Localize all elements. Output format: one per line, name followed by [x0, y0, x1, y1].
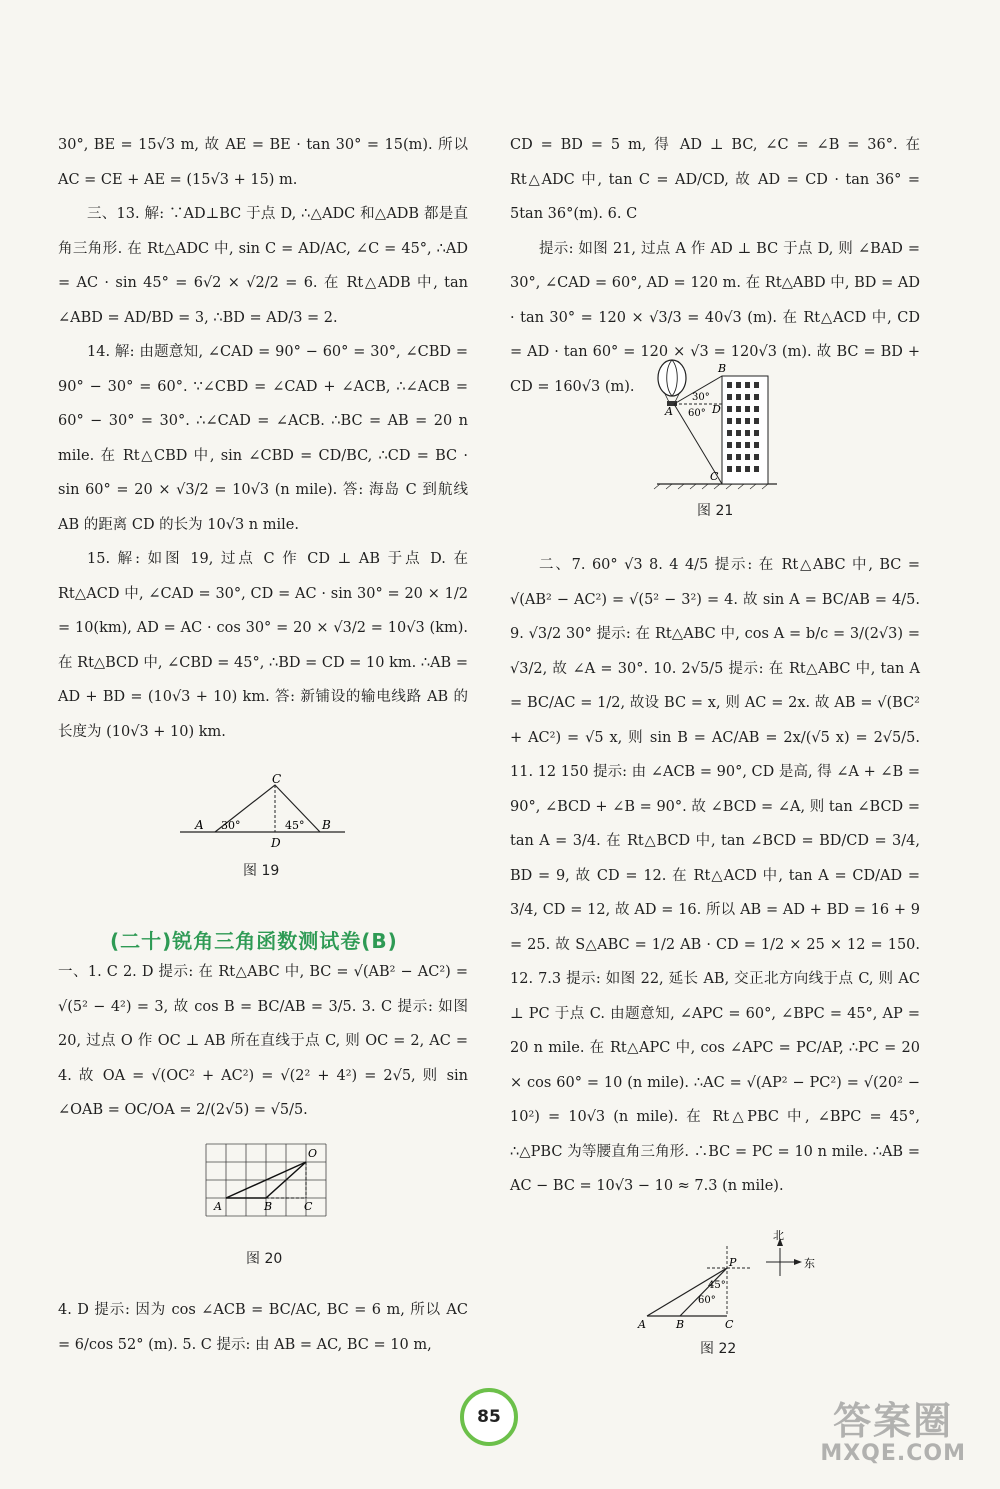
- fig22-caption: 图 22: [700, 1341, 737, 1357]
- right-column-bottom: [510, 548, 920, 1204]
- fig21-angle-60: 60°: [688, 408, 706, 419]
- fig20-label-C: C: [304, 1200, 313, 1213]
- fig21-label-A: A: [665, 405, 673, 418]
- fig22-label-C: C: [725, 1318, 734, 1331]
- fig21-label-C: C: [710, 470, 719, 483]
- fig19-angle-A: 30°: [221, 819, 241, 832]
- fig22-label-P: P: [729, 1256, 737, 1269]
- fig19-label-D: D: [271, 836, 281, 850]
- paragraph: 30°, BE = 15√3 m, 故 AE = BE · tan 30° = 15(m). 所以 AC = CE + AE = (15√3 + 15) m.: [58, 137, 468, 188]
- fig19-label-A: A: [195, 818, 204, 832]
- fig19-angle-B: 45°: [285, 819, 305, 832]
- watermark-bottom: MXQE.COM: [820, 1441, 966, 1466]
- fig22-angle-60: 60°: [698, 1295, 716, 1306]
- figure-20: [202, 1140, 330, 1222]
- left-column-top: [58, 128, 468, 749]
- fig19-caption: 图 19: [243, 863, 280, 879]
- paragraph: 二、7. 60° √3 8. 4 4/5 提示: 在 Rt△ABC 中, BC = √(AB² − AC²) = √(5² − 3²) = 4. 故 sin A = BC/AB = 4/5. 9. √3/2 30° 提示: 在 Rt△ABC 中, cos A = b/c = 3/(2√3) = √3/2, 故 ∠A = 30°. 10. 2√5/5 提示: 在 Rt△ABC 中, tan A = BC/AC = 1/2, 故设 BC = x, 则 AC = 2x. 故 AB = √(BC² + AC²) = √5 x, 则 sin B = AC/AB = 2x/(√5 x) = 2√5/5. 11. 12 150 提示: 由 ∠ACB = 90°, CD 是高, 得 ∠A + ∠B = 90°, ∠BCD + ∠B = 90°. 故 ∠BCD = ∠A, 则 tan ∠BCD = tan A = 3/4. 在 Rt△BCD 中, tan ∠BCD = BD/CD = 3/4, BD = 9, 故 CD = 12. 在 Rt△ACD 中, tan A = CD/AD = 3/4, CD = 12, 故 AD = 16. 所以 AB = AD + BD = 16 + 9 = 25. 故 S△ABC = 1/2 AB · CD = 1/2 × 25 × 12 = 150. 12. 7.3 提示: 如图 22, 延长 AB, 交正北方向线于点 C, 则 AC ⊥ PC 于点 C. 由题意知, ∠APC = 60°, ∠BPC = 45°, AP = 20 n mile. 在 Rt△APC 中, cos ∠APC = PC/AP, ∴PC = 20 × cos 60° = 10 (n mile). ∴AC = √(AP² − PC²) = √(20² − 10²) = 10√3 (n mile). 在 Rt△PBC 中, ∠BPC = 45°, ∴△PBC 为等腰直角三角形. ∴BC = PC = 10 n mile. ∴AB = AC − BC = 10√3 − 10 ≈ 7.3 (n mile).: [510, 557, 920, 1194]
- fig22-east: 东: [804, 1257, 815, 1270]
- paragraph: 提示: 如图 21, 过点 A 作 AD ⊥ BC 于点 D, 则 ∠BAD = 30°, ∠CAD = 60°, AD = 120 m. 在 Rt△ABD 中, BD = AD · tan 30° = 120 × √3/3 = 40√3 (m). 在 Rt△ACD 中, CD = AD · tan 60° = 120 × √3 = 120√3 (m). 故 BC = BD + CD = 160√3 (m).: [510, 240, 920, 395]
- fig20-label-B: B: [264, 1200, 273, 1213]
- paragraph: 4. D 提示: 因为 cos ∠ACB = BC/AC, BC = 6 m, 所以 AC = 6/cos 52° (m). 5. C 提示: 由 AB = AC, BC = 10 m,: [58, 1302, 468, 1353]
- watermark-logo: [820, 1390, 966, 1466]
- fig19-label-B: B: [322, 818, 331, 832]
- paragraph: 一、1. C 2. D 提示: 在 Rt△ABC 中, BC = √(AB² − AC²) = √(5² − 4²) = 3, 故 cos B = BC/AB = 3/5. 3. C 提示: 如图 20, 过点 O 作 OC ⊥ AB 所在直线于点 C, 则 OC = 2, AC = 4. 故 OA = √(OC² + AC²) = √(2² + 4²) = 2√5, 则 sin ∠OAB = OC/OA = 2/(2√5) = √5/5.: [58, 964, 468, 1118]
- left-column-middle: [58, 955, 468, 1128]
- figure-22: [632, 1228, 815, 1333]
- fig22-north: 北: [773, 1229, 784, 1242]
- figure-21: [652, 358, 782, 490]
- fig19-label-C: C: [272, 772, 282, 786]
- fig22-angle-45: 45°: [708, 1280, 726, 1291]
- fig22-label-B: B: [676, 1318, 685, 1331]
- paragraph: 14. 解: 由题意知, ∠CAD = 90° − 60° = 30°, ∠CBD = 90° − 30° = 60°. ∵∠CBD = ∠CAD + ∠ACB, ∴∠ACB = 60° − 30° = 30°. ∴∠CAD = ∠ACB. ∴BC = AB = 20 n mile. 在 Rt△CBD 中, sin ∠CBD = CD/BC, ∴CD = BC · sin 60° = 20 × √3/2 = 10√3 (n mile). 答: 海岛 C 到航线 AB 的距离 CD 的长为 10√3 n mile.: [58, 344, 468, 533]
- watermark-top: 答案圈: [833, 1399, 954, 1443]
- section-title: (二十)锐角三角函数测试卷(B): [110, 929, 398, 953]
- fig21-angle-30: 30°: [692, 392, 710, 403]
- left-column-bottom: [58, 1293, 468, 1362]
- paragraph: 三、13. 解: ∵AD⊥BC 于点 D, ∴△ADC 和△ADB 都是直角三角形. 在 Rt△ADC 中, sin C = AD/AC, ∠C = 45°, ∴AD = AC · sin 45° = 6√2 × √2/2 = 6. 在 Rt△ADB 中, tan ∠ABD = AD/BD = 3, ∴BD = AD/3 = 2.: [58, 206, 468, 326]
- fig21-caption: 图 21: [697, 503, 734, 519]
- fig21-label-B: B: [718, 362, 727, 375]
- fig20-label-O: O: [308, 1147, 318, 1160]
- fig20-caption: 图 20: [246, 1251, 283, 1267]
- fig21-label-D: D: [712, 403, 721, 416]
- paragraph: CD = BD = 5 m, 得 AD ⊥ BC, ∠C = ∠B = 36°. 在 Rt△ADC 中, tan C = AD/CD, 故 AD = CD · tan 36° = 5tan 36°(m). 6. C: [510, 137, 920, 222]
- page-number: 85: [460, 1388, 518, 1446]
- figure-19: [175, 772, 350, 850]
- fig22-label-A: A: [638, 1318, 646, 1331]
- fig20-label-A: A: [214, 1200, 222, 1213]
- paragraph: 15. 解: 如图 19, 过点 C 作 CD ⊥ AB 于点 D. 在 Rt△ACD 中, ∠CAD = 30°, CD = AC · sin 30° = 20 × 1/2 = 10(km), AD = AC · cos 30° = 20 × √3/2 = 10√3 (km). 在 Rt△BCD 中, ∠CBD = 45°, ∴BD = CD = 10 km. ∴AB = AD + BD = (10√3 + 10) km. 答: 新铺设的输电线路 AB 的长度为 (10√3 + 10) km.: [58, 551, 468, 740]
